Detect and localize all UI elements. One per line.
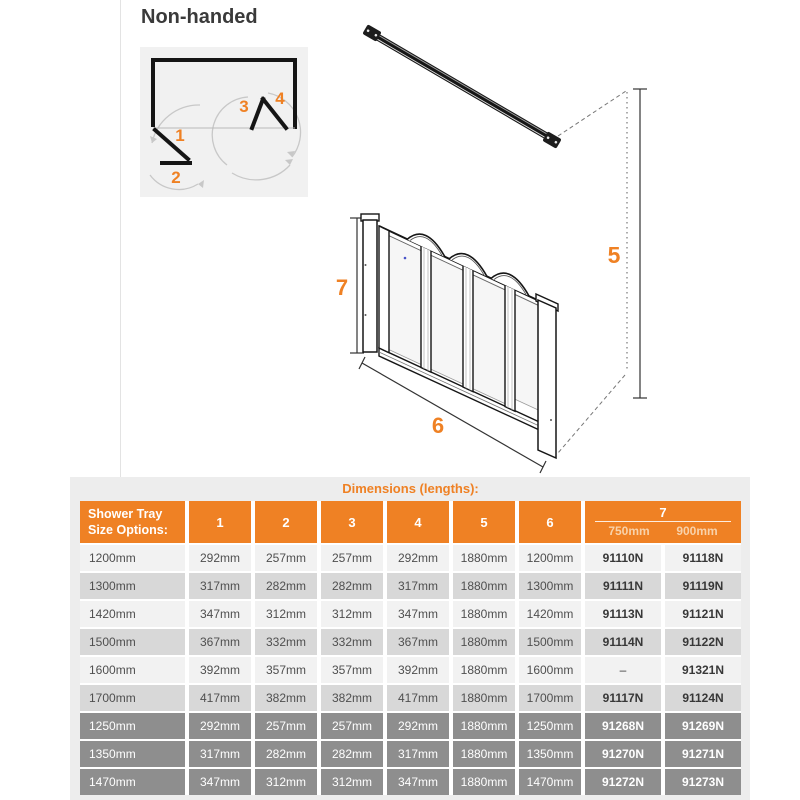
dimension-value-cell: 1250mm	[519, 713, 581, 739]
header-shower-tray-size: Shower Tray Size Options:	[80, 501, 185, 543]
dimension-value-cell: 1880mm	[453, 545, 515, 571]
table-caption: Dimensions (lengths):	[342, 481, 479, 496]
projection-lines	[558, 91, 627, 453]
door-label-4: 4	[275, 89, 285, 108]
dimension-value-cell: 312mm	[255, 769, 317, 795]
dimension-label-6: 6	[431, 413, 445, 438]
shower-tray-size-cell: 1300mm	[80, 573, 185, 599]
dimension-value-cell: 292mm	[387, 713, 449, 739]
page-title: Non-handed	[141, 6, 258, 28]
dimension-value-cell: 392mm	[189, 657, 251, 683]
product-code-cell: 91110N	[585, 545, 661, 571]
dimension-value-cell: 312mm	[321, 769, 383, 795]
dimension-value-cell: 332mm	[321, 629, 383, 655]
dimension-value-cell: 282mm	[255, 741, 317, 767]
dimension-value-cell: 282mm	[255, 573, 317, 599]
dimension-value-cell: 1880mm	[453, 769, 515, 795]
dimension-label-7: 7	[335, 275, 349, 300]
shower-tray-size-cell: 1250mm	[80, 713, 185, 739]
product-code-cell: 91124N	[665, 685, 741, 711]
product-code-cell: –	[585, 657, 661, 683]
header-col-1: 1	[189, 501, 251, 543]
dimension-value-cell: 1700mm	[519, 685, 581, 711]
product-code-cell: 91117N	[585, 685, 661, 711]
header-col-7-widths	[595, 524, 731, 538]
dimension-value-cell: 1600mm	[519, 657, 581, 683]
product-code-cell: 91114N	[585, 629, 661, 655]
header-col-3: 3	[321, 501, 383, 543]
door-label-1: 1	[175, 126, 185, 145]
shower-tray-size-cell: 1350mm	[80, 741, 185, 767]
dimension-value-cell: 1500mm	[519, 629, 581, 655]
product-code-cell: 91121N	[665, 601, 741, 627]
shower-tray-size-cell: 1500mm	[80, 629, 185, 655]
dimension-value-cell: 282mm	[321, 573, 383, 599]
product-code-cell: 91269N	[665, 713, 741, 739]
dimension-value-cell: 417mm	[189, 685, 251, 711]
dimension-value-cell: 367mm	[387, 629, 449, 655]
dimension-value-cell: 367mm	[189, 629, 251, 655]
shower-tray-size-cell: 1700mm	[80, 685, 185, 711]
shower-tray-size-cell: 1200mm	[80, 545, 185, 571]
left-divider	[120, 0, 121, 478]
dimension-value-cell: 392mm	[387, 657, 449, 683]
product-code-cell: 91118N	[665, 545, 741, 571]
dimension-value-cell: 347mm	[189, 769, 251, 795]
dimension-value-cell: 1350mm	[519, 741, 581, 767]
dimension-value-cell: 1880mm	[453, 573, 515, 599]
blue-speck	[404, 257, 407, 260]
dimension-value-cell: 1880mm	[453, 713, 515, 739]
dimension-value-cell: 347mm	[387, 769, 449, 795]
dimension-value-cell: 1880mm	[453, 629, 515, 655]
header-col-4: 4	[387, 501, 449, 543]
header-col-6: 6	[519, 501, 581, 543]
product-code-cell: 91272N	[585, 769, 661, 795]
dimension-value-cell: 292mm	[387, 545, 449, 571]
isometric-diagram	[330, 15, 670, 480]
dimension-value-cell: 347mm	[189, 601, 251, 627]
dimension-label-5: 5	[607, 242, 621, 268]
dimension-value-cell: 1880mm	[453, 741, 515, 767]
dimension-value-cell: 317mm	[387, 741, 449, 767]
header-col-7-rule	[595, 521, 731, 522]
dimension-value-cell: 1300mm	[519, 573, 581, 599]
dimension-value-cell: 282mm	[321, 741, 383, 767]
dimension-value-cell: 317mm	[189, 573, 251, 599]
support-bar	[362, 24, 561, 149]
product-code-cell: 91122N	[665, 629, 741, 655]
dimension-value-cell: 347mm	[387, 601, 449, 627]
shower-tray-size-cell: 1420mm	[80, 601, 185, 627]
dimension-value-cell: 1880mm	[453, 657, 515, 683]
dimension-line-7	[350, 218, 364, 353]
dimension-value-cell: 257mm	[255, 713, 317, 739]
door-label-3: 3	[239, 97, 249, 116]
dimension-value-cell: 312mm	[255, 601, 317, 627]
dimension-value-cell: 357mm	[255, 657, 317, 683]
dimension-value-cell: 317mm	[387, 573, 449, 599]
dimension-value-cell: 317mm	[189, 741, 251, 767]
door-label-2: 2	[171, 168, 181, 187]
dimensions-table	[80, 501, 741, 795]
shower-tray-size-cell: 1600mm	[80, 657, 185, 683]
dimension-value-cell: 332mm	[255, 629, 317, 655]
header-width-900: 900mm	[676, 524, 718, 538]
product-code-cell: 91268N	[585, 713, 661, 739]
product-code-cell: 91111N	[585, 573, 661, 599]
product-code-cell: 91270N	[585, 741, 661, 767]
dimension-value-cell: 382mm	[321, 685, 383, 711]
dimension-value-cell: 1200mm	[519, 545, 581, 571]
shower-screen-drawing	[361, 214, 558, 458]
header-col-5: 5	[453, 501, 515, 543]
dimension-value-cell: 1880mm	[453, 685, 515, 711]
dimension-value-cell: 257mm	[321, 713, 383, 739]
product-code-cell: 91321N	[665, 657, 741, 683]
dimension-value-cell: 312mm	[321, 601, 383, 627]
product-code-cell: 91273N	[665, 769, 741, 795]
dimension-value-cell: 1470mm	[519, 769, 581, 795]
product-code-cell: 91271N	[665, 741, 741, 767]
dimension-value-cell: 357mm	[321, 657, 383, 683]
dimension-value-cell: 1880mm	[453, 601, 515, 627]
dimension-value-cell: 292mm	[189, 713, 251, 739]
floor-plan-diagram	[140, 47, 308, 197]
product-code-cell: 91113N	[585, 601, 661, 627]
dimension-value-cell: 257mm	[255, 545, 317, 571]
dimension-line-5	[633, 89, 647, 398]
shower-tray-size-cell: 1470mm	[80, 769, 185, 795]
dimension-value-cell: 417mm	[387, 685, 449, 711]
dimension-value-cell: 257mm	[321, 545, 383, 571]
header-col-7-label: 7	[659, 505, 667, 520]
dimension-value-cell: 1420mm	[519, 601, 581, 627]
product-code-cell: 91119N	[665, 573, 741, 599]
header-col-7	[585, 501, 741, 543]
header-width-750: 750mm	[608, 524, 650, 538]
header-col-2: 2	[255, 501, 317, 543]
dimension-value-cell: 382mm	[255, 685, 317, 711]
dimension-value-cell: 292mm	[189, 545, 251, 571]
